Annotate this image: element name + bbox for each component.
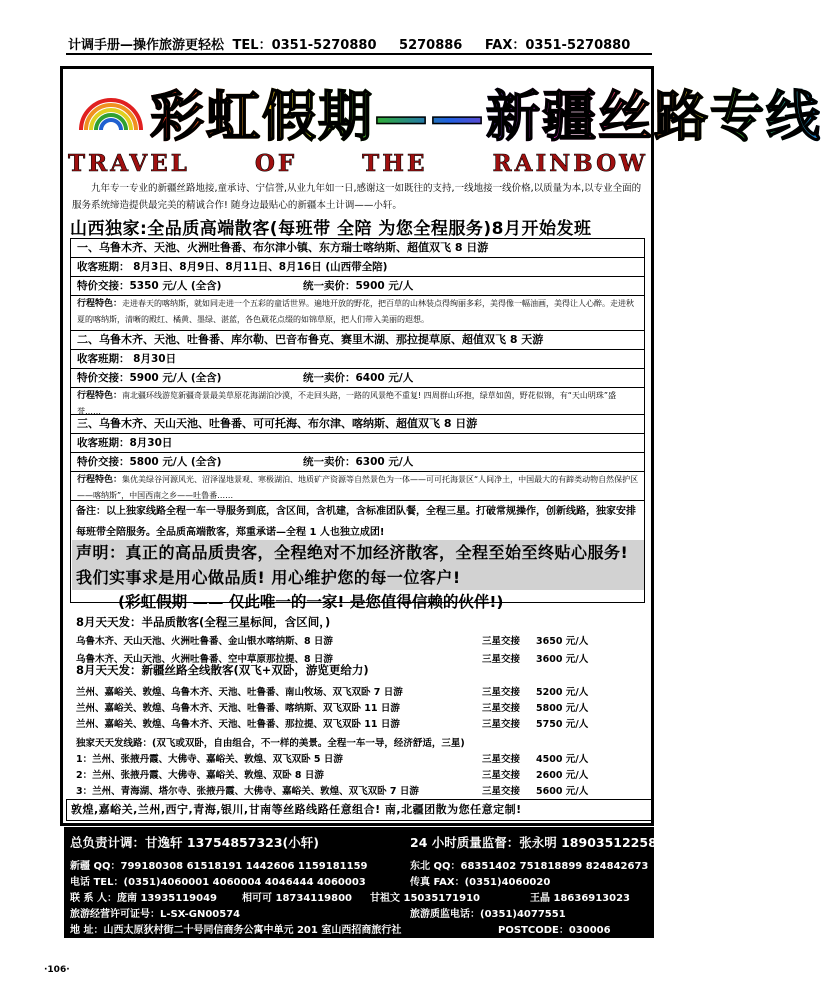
daily-price: 2600 元/人 [536,770,589,781]
route-prices [71,277,644,296]
daily-grade: 三星交接 [482,754,521,765]
special-price: 特价交接：5800 元/人 (全含) [77,456,222,468]
tel-label: TEL： [232,38,272,53]
daily-route: 乌鲁木齐、天山天池、火洲吐鲁番、空中草原那拉提、8 日游 [76,654,333,665]
custom-route-bar: 敦煌,嘉峪关,兰州,西宁,青海,银川,甘南等丝路线路任意组合! 南,北疆团散为您任意定制! [66,799,652,821]
daily-grade: 三星交接 [482,636,521,647]
route-section-1 [71,239,644,331]
daily-price: 5750 元/人 [536,719,589,730]
daily-item [76,633,638,647]
contact-person-1: 联 系 人：庞南 13935119049 [70,893,217,904]
contact-person-3: 甘祖文 15035171910 [370,893,481,904]
route-dates: 收客班期： 8月30日 [71,350,644,369]
route-title: 一、乌鲁木齐、天池、火洲吐鲁番、布尔津小镇、东方瑞士喀纳斯、超值双飞 8 日游 [71,239,644,258]
daily-heading-3: 独家天天发线路：(双飞或双卧，自由组合，不一样的美景。全程一车一导，经济舒适，三星) [76,738,465,749]
daily-grade: 三星交接 [482,703,521,714]
chief-planner [70,833,319,851]
daily-grade: 三星交接 [482,654,521,665]
daily-heading-1: 8月天天发：半品质散客(全程三星标间，含区间，) [76,615,331,629]
quality-contact: 张永明 18903512258 [519,835,657,850]
route-prices [71,369,644,388]
banner-title-text: 彩虹假期——新疆丝路专线 [150,74,822,151]
daily-route: 兰州、嘉峪关、敦煌、乌鲁木齐、天池、吐鲁番、喀纳斯、双飞双卧 11 日游 [76,703,400,714]
address: 地 址：山西太原狄村街二十号同信商务公寓中单元 201 室山西招商旅行社 [70,925,402,936]
fax-number: 0351-5270880 [525,38,631,53]
route-title: 三、乌鲁木齐、天山天池、吐鲁番、可可托海、布尔津、喀纳斯、超值双飞 8 日游 [71,415,644,434]
daily-item [76,767,638,781]
daily-grade: 三星交接 [482,770,521,781]
daily-route: 3：兰州、青海湖、塔尔寺、张掖丹霞、大佛寺、嘉峪关、敦煌、双飞双卧 7 日游 [76,786,419,797]
contact-footer [64,827,657,938]
headline: 山西独家:全品质高端散客(每班带 全陪 为您全程服务)8月开始发班 [70,219,592,239]
quality-label: 24 小时质量监督： [410,835,520,850]
dongbei-qq: 东北 QQ：68351402 751818899 824842673 [410,861,649,872]
header-rule [66,53,652,55]
route-feature [71,296,644,328]
business-license: 旅游经营许可证号：L-SX-GN00574 [70,909,241,920]
daily-price: 5600 元/人 [536,786,589,797]
chief-contact: 甘逸轩 13754857323(小轩) [145,835,319,850]
of-word: OF [254,150,298,177]
fax-label: FAX： [484,38,526,53]
daily-grade: 三星交接 [482,719,521,730]
tel-number-2: 5270886 [399,38,463,53]
travel-word: TRAVEL [68,150,190,177]
route-prices [71,453,644,472]
special-price: 特价交接：5350 元/人 (全含) [77,280,222,292]
daily-item [76,684,638,698]
daily-route: 兰州、嘉峪关、敦煌、乌鲁木齐、天池、吐鲁番、南山牧场、双飞双卧 7 日游 [76,687,403,698]
page-header [68,34,652,53]
slogan: (彩虹假期 —— 仅此唯一的一家! 是您值得信赖的伙伴!) [118,593,504,611]
rainbow-word: RAINBOW [492,150,648,177]
contact-person-2: 相可可 18734119800 [242,893,353,904]
route-title: 二、乌鲁木齐、天池、吐鲁番、库尔勒、巴音布鲁克、赛里木湖、那拉提草原、超值双飞 8 天游 [71,331,644,350]
declaration: 声明：真正的高品质贵客，全程绝对不加经济散客，全程至始至终贴心服务! 我们实事求是用心做品质! 用心维护您的每一位客户! [76,543,629,587]
travel-of-the-rainbow [68,150,648,176]
daily-item [76,783,638,797]
handbook-title: 计调手册—操作旅游更轻松 [68,38,225,53]
sell-price: 统一卖价：6400 元/人 [303,372,414,384]
banner-title [150,74,822,148]
daily-grade: 三星交接 [482,786,521,797]
daily-route: 兰州、嘉峪关、敦煌、乌鲁木齐、天池、吐鲁番、那拉提、双飞双卧 11 日游 [76,719,400,730]
feature-label: 行程特色： [77,299,123,309]
route-feature [71,472,644,504]
daily-route: 乌鲁木齐、天山天池、火洲吐鲁番、金山银水喀纳斯、8 日游 [76,636,333,647]
feature-text: 走进春天的喀纳斯，就如同走进一个五彩的童话世界。遍地开放的野花，把百草的山林装点得绚丽多彩，美得像一幅油画，美得让人心醉。走进秋夏的喀纳斯，清晰的殿红、橘黄、墨绿、湛蓝，各色葳花点缀的如锦草原，把人们带入美丽的遐想。 [77,299,635,324]
daily-price: 3650 元/人 [536,636,589,647]
fax: 传真 FAX：(0351)4060020 [410,877,551,888]
feature-label: 行程特色： [77,475,123,485]
telephone: 电话 TEL：(0351)4060001 4060004 4046444 4060003 [70,877,366,888]
daily-price: 5200 元/人 [536,687,589,698]
daily-item [76,751,638,765]
route-section-2 [71,331,644,415]
daily-item [76,700,638,714]
feature-label: 行程特色： [77,391,123,401]
route-dates: 收客班期： 8月3日、8月9日、8月11日、8月16日 (山西带全陪) [71,258,644,277]
intro-paragraph: 九年专一专业的新疆丝路地接,童承诗、宁信誉,从业九年如一日,感谢这一如既往的支持,一线地接一线价格,以质量为本,以专业全面的服务系统缔造提供最完美的精诚合作! 随身边最贴心的新疆本土计调——小轩。 [72,183,642,211]
daily-price: 3600 元/人 [536,654,589,665]
quality-phone: 旅游质监电话：(0351)4077551 [410,909,566,920]
special-price: 特价交接：5900 元/人 (全含) [77,372,222,384]
daily-grade: 三星交接 [482,687,521,698]
route-note: 备注：以上独家线路全程一车一导服务到底，含区间，含机建，含标准团队餐，全程三星。打破常规操作，创新线路，独家安排每班带全陪服务。全品质高端散客，郑重承诺—全程 1 人也独立成团! [76,506,636,538]
daily-price: 5800 元/人 [536,703,589,714]
postcode: POSTCODE：030006 [498,925,611,936]
daily-route: 2：兰州、张掖丹霞、大佛寺、嘉峪关、敦煌、双卧 8 日游 [76,770,324,781]
tel-number-1: 0351-5270880 [271,38,377,53]
sell-price: 统一卖价：6300 元/人 [303,456,414,468]
feature-text: 南北疆环线游览新疆奇景最美草原花海湖泊沙漠，不走回头路，一路的风景绝不重复! 四周群山环抱，绿草如茵，野花似锦，有“天山明珠”盛誉…… [77,391,617,416]
route-dates: 收客班期：8月30日 [71,434,644,453]
chief-label: 总负责计调： [70,835,146,850]
rainbow-icon [76,82,146,132]
daily-route: 1：兰州、张掖丹霞、大佛寺、嘉峪关、敦煌、双飞双卧 5 日游 [76,754,343,765]
feature-text: 集优美绿谷河源风光、沼泽湿地景观、寒极湖泊、地质矿产资源等自然景色为一体——可可托海景区“人间净土，中国最大的有蹄类动物自然保护区——喀纳斯”，中国西南之乡——吐鲁番…… [77,475,639,500]
contact-person-4: 王晶 18636913023 [530,893,631,904]
sell-price: 统一卖价：5900 元/人 [303,280,414,292]
quality-supervisor [410,833,657,851]
page-number: ·106· [44,965,70,975]
xinjiang-qq: 新疆 QQ：799180308 61518191 1442606 1159181159 [70,861,368,872]
the-word: THE [362,150,428,177]
daily-price: 4500 元/人 [536,754,589,765]
daily-item [76,716,638,730]
route-section-3 [71,415,644,501]
daily-heading-2: 8月天天发：新疆丝路全线散客(双飞+双卧，游览更给力) [76,663,369,677]
